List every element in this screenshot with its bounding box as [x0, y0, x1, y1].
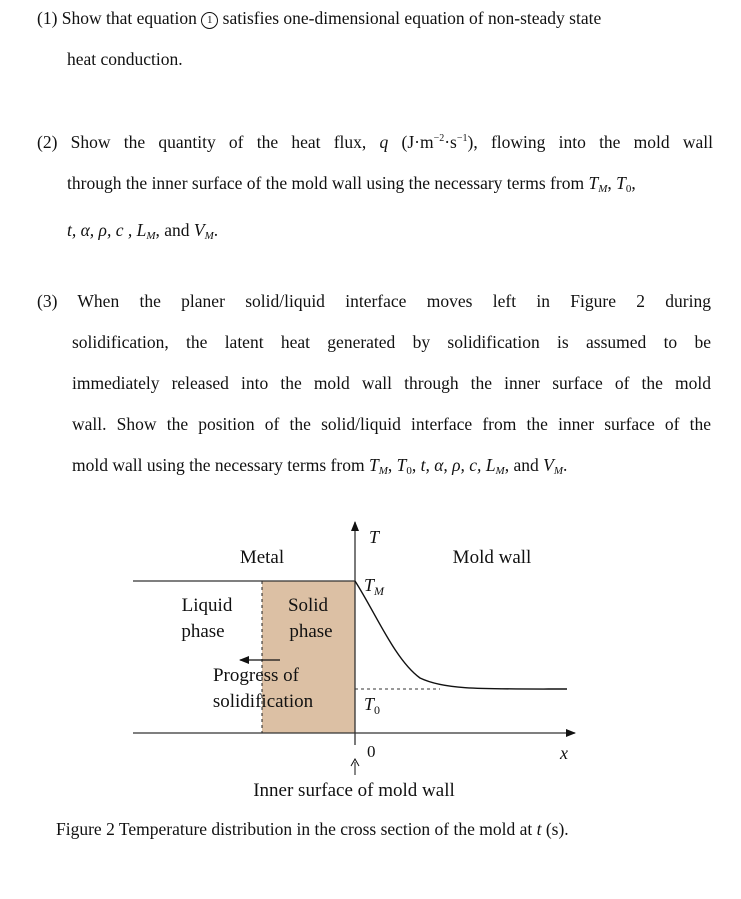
question-3-line-1: (3) When the planer solid/liquid interface moves left in Figure 2 during — [37, 291, 712, 311]
label-metal: Metal — [239, 547, 285, 568]
question-3-line-3: immediately released into the mold wall through the inner surface of the mold — [72, 373, 711, 393]
label-solid-phase: phase — [289, 621, 333, 642]
question-1-number: (1) — [37, 8, 58, 28]
question-2-number: (2) — [37, 132, 58, 152]
origin-label: 0 — [367, 742, 376, 761]
question-3-line-4: wall. Show the position of the solid/liquid interface from the inner surface of the — [72, 414, 711, 434]
label-mold-wall: Mold wall — [452, 547, 532, 568]
question-3-line-5: mold wall using the necessary terms from $T_M$, $T_0$, t, α, ρ, c, $L_M$, and $V_M$. — [72, 455, 568, 477]
question-3-line-2: solidification, the latent heat generated by solidification is assumed to be — [72, 332, 711, 352]
label-liquid-phase: phase — [181, 621, 225, 642]
label-solidification: solidification — [212, 691, 314, 712]
figure-caption: Figure 2 Temperature distribution in the cross section of the mold at t (s). — [56, 819, 569, 839]
question-2-line-1: (2) Show the quantity of the heat flux, q $(J\cdot m^{-2}\cdot s^{-1})$, flowing into the mold wall — [37, 132, 714, 152]
label-TM: $T_M$ — [364, 575, 385, 598]
question-2-line-2: through the inner surface of the mold wall using the necessary terms from $T_M$, $T_0$, — [67, 173, 636, 195]
label-solid: Solid — [287, 595, 329, 616]
axis-label-x: x — [560, 743, 568, 763]
label-liquid: Liquid — [181, 595, 233, 616]
label-T0: $T_0$ — [364, 694, 381, 717]
question-1-line-1: (1) Show that equation 1 satisfies one-dimensional equation of non-steady state — [37, 8, 602, 28]
label-progress: Progress of — [212, 665, 300, 686]
question-2-line-3: t, α, ρ, c , $L_M$, and $V_M$. — [67, 220, 219, 242]
equation-1-circled-number: 1 — [201, 12, 218, 29]
label-inner-surface: Inner surface of mold wall — [253, 780, 455, 801]
question-1-line-2: heat conduction. — [67, 49, 183, 69]
temperature-curve — [355, 581, 567, 689]
axis-label-T: T — [369, 527, 380, 547]
question-3-number: (3) — [37, 291, 58, 311]
